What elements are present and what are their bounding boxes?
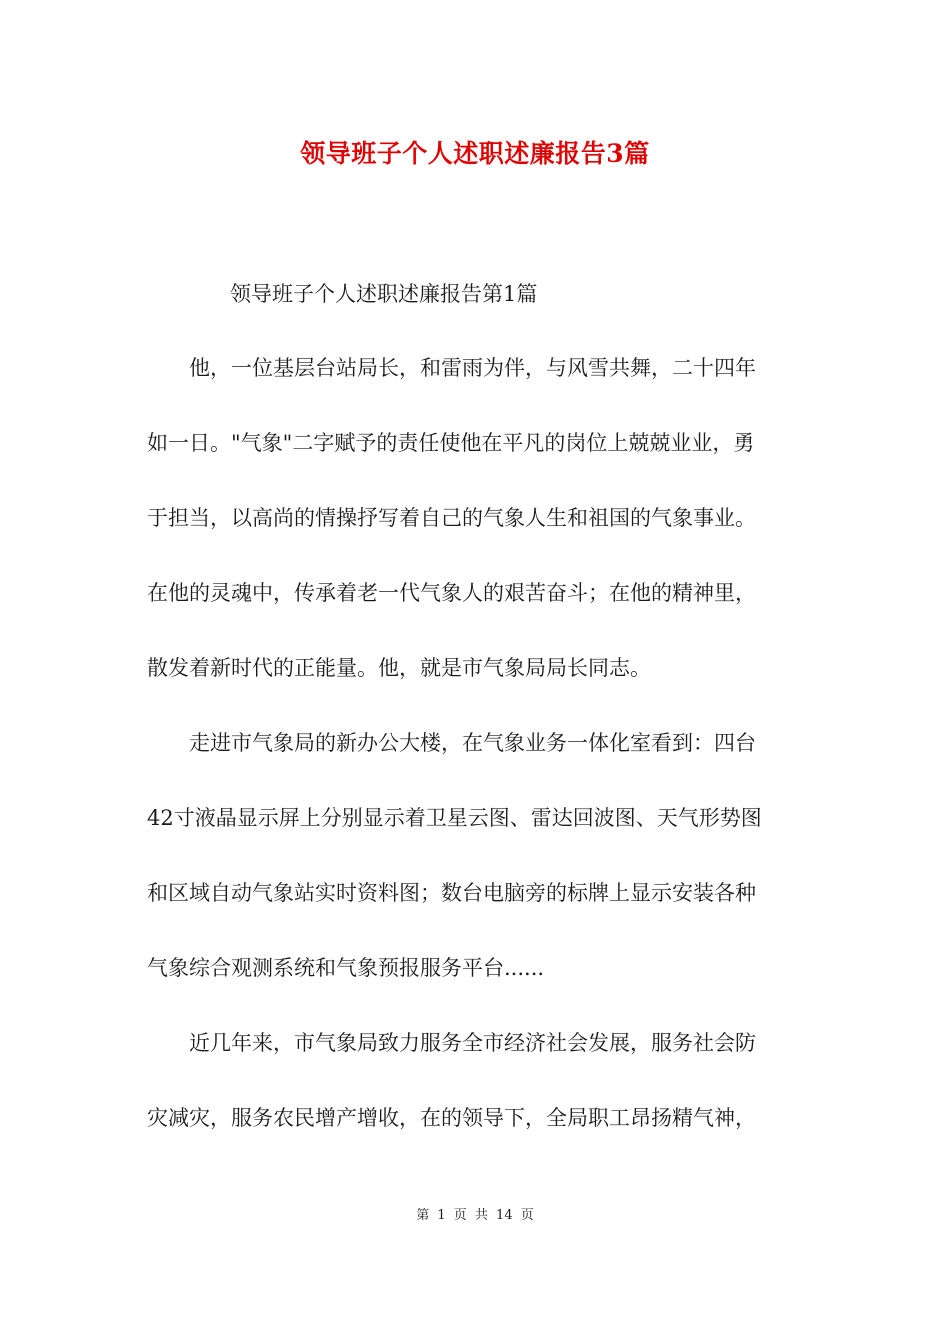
paragraph-line: 气象综合观测系统和气象预报服务平台...... <box>147 956 545 980</box>
paragraph-line: 和区域自动气象站实时资料图；数台电脑旁的标牌上显示安装各种 <box>147 881 756 905</box>
paragraph-line: 在他的灵魂中，传承着老一代气象人的艰苦奋斗；在他的精神里， <box>147 581 756 605</box>
paragraph-line: 于担当，以高尚的情操抒写着自己的气象人生和祖国的气象事业。 <box>147 506 756 530</box>
page-footer: 第 1 页 共 14 页 <box>416 1208 534 1223</box>
paragraph-line: 他，一位基层台站局长，和雷雨为伴，与风雪共舞，二十四年 <box>189 356 756 380</box>
paragraph-line: 走进市气象局的新办公大楼，在气象业务一体化室看到：四台 <box>189 731 756 755</box>
paragraph-line: 散发着新时代的正能量。他，就是市气象局局长同志。 <box>147 656 651 680</box>
paragraph-line: 如一日。"气象"二字赋予的责任使他在平凡的岗位上兢兢业业，勇 <box>147 431 755 455</box>
paragraph-line: 42寸液晶显示屏上分别显示着卫星云图、雷达回波图、天气形势图 <box>147 806 762 830</box>
paragraph-line: 近几年来，市气象局致力服务全市经济社会发展，服务社会防 <box>189 1031 756 1055</box>
section-heading: 领导班子个人述职述廉报告第1篇 <box>230 282 538 306</box>
document-title: 领导班子个人述职述廉报告3篇 <box>300 139 650 168</box>
paragraph-line: 灾减灾，服务农民增产增收，在的领导下，全局职工昂扬精气神， <box>147 1106 756 1130</box>
